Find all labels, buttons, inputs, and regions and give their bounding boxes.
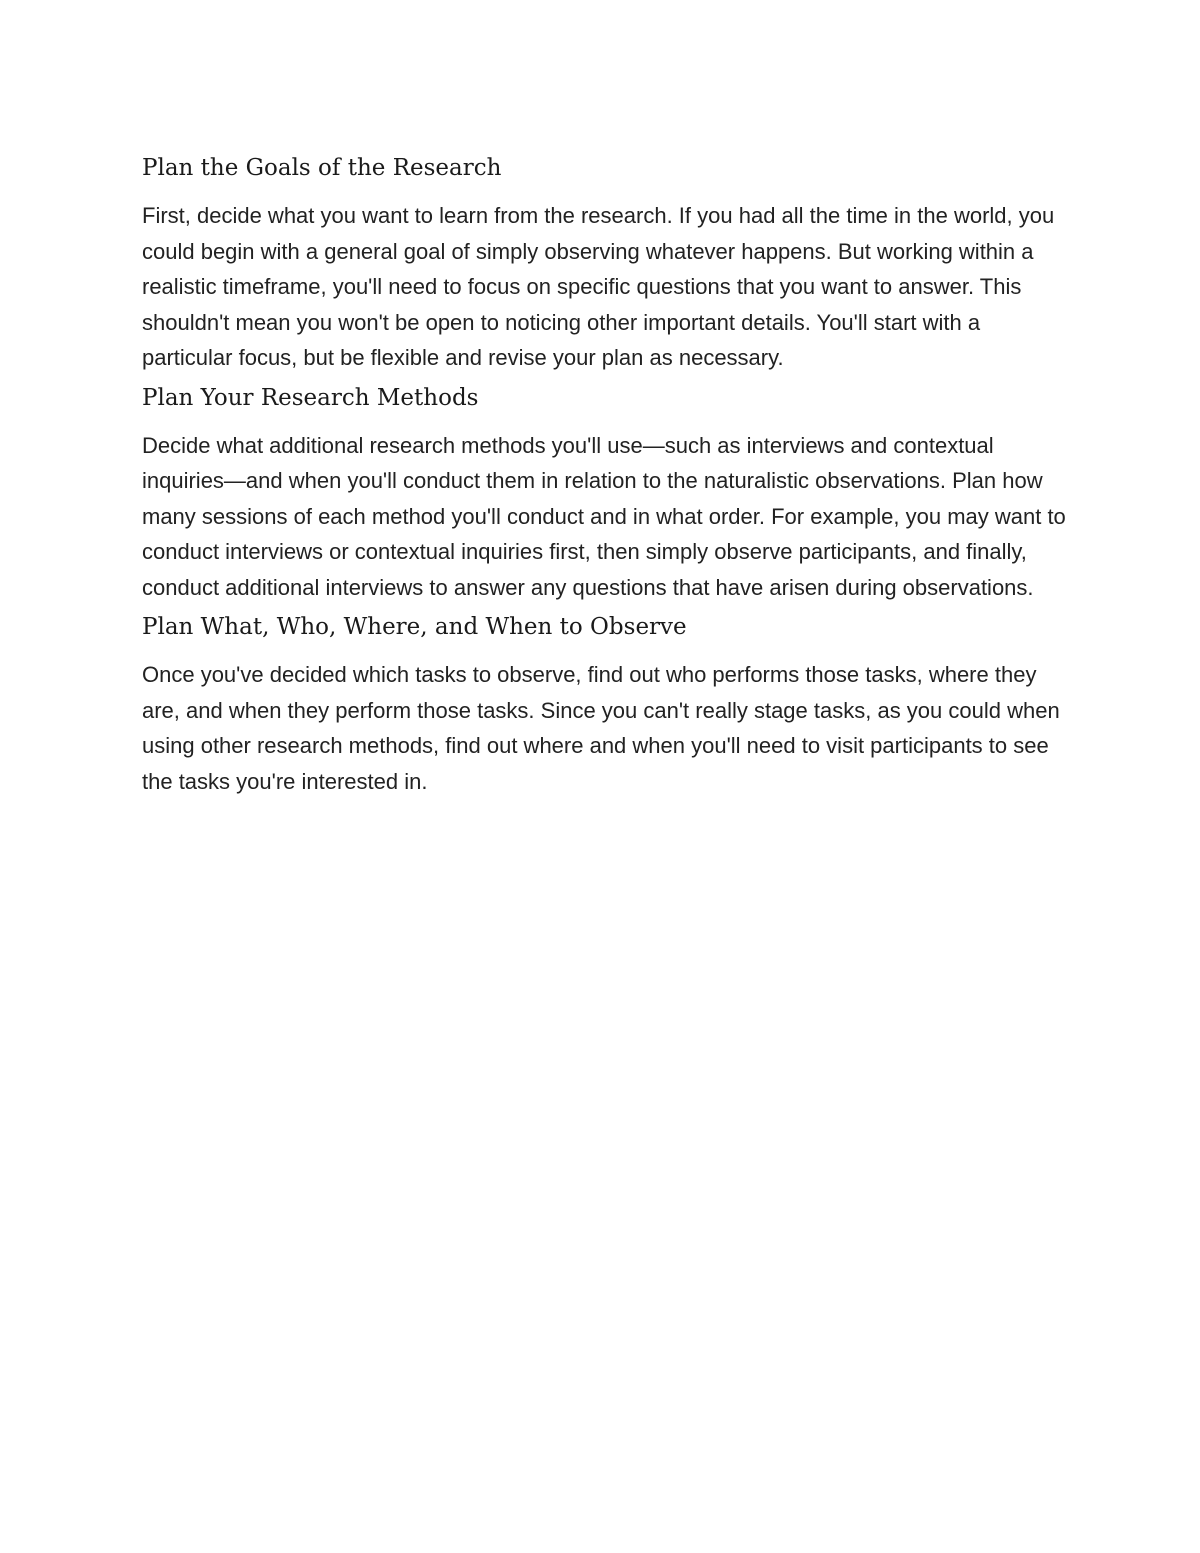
section-goals	[142, 150, 1072, 376]
section-heading: Plan What, Who, Where, and When to Observe	[142, 614, 687, 640]
section-methods	[142, 380, 1072, 606]
document-page	[142, 150, 1072, 803]
section-paragraph: First, decide what you want to learn from the research. If you had all the time in the world, you could begin with a general goal of simply observing whatever happens. But working within a realistic timeframe, you'll need to focus on specific questions that you want to answer. This shouldn't mean you won't be open to noticing other important details. You'll start with a particular focus, but be flexible and revise your plan as necessary.	[142, 203, 1055, 370]
section-heading: Plan the Goals of the Research	[142, 155, 502, 181]
section-paragraph: Once you've decided which tasks to observe, find out who performs those tasks, where they are, and when they perform those tasks. Since you can't really stage tasks, as you could when using other research methods, find out where and when you'll need to visit participants to see the tasks you're interested in.	[142, 662, 1060, 794]
section-observe	[142, 609, 1072, 799]
section-heading: Plan Your Research Methods	[142, 384, 479, 411]
section-paragraph: Decide what additional research methods you'll use—such as interviews and contextual inquiries—and when you'll conduct them in relation to the naturalistic observations. Plan how many sessions of each method you'll conduct and in what order. For example, you may want to conduct interviews or contextual inquiries first, then simply observe participants, and finally, conduct additional interviews to answer any questions that have arisen during observations.	[142, 432, 1066, 600]
